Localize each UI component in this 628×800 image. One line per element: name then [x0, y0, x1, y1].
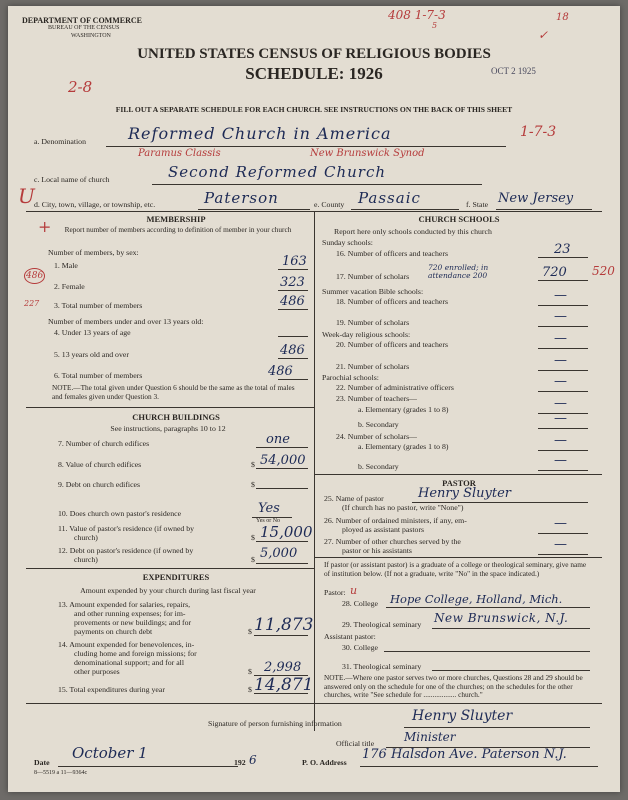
- q13-line-3: provements or new buildings; and for: [74, 618, 192, 627]
- weekday-label: Week-day religious schools:: [322, 330, 411, 339]
- top-code-sub: 5: [432, 21, 438, 30]
- dollar-sign-icon: $: [248, 667, 252, 676]
- yes-no-hint: Yes or No: [256, 518, 281, 524]
- q24a-value: —: [554, 433, 567, 448]
- q28-value: Hope College, Holland, Mich.: [390, 592, 563, 606]
- q25-hint: (If church has no pastor, write "None"): [342, 503, 464, 512]
- q25-value: Henry Sluyter: [418, 486, 512, 501]
- census-schedule-sheet: [8, 6, 620, 792]
- official-title-value: Minister: [404, 730, 456, 744]
- local-name-value: Second Reformed Church: [168, 163, 387, 181]
- year-prefix: 192: [234, 758, 246, 767]
- dollar-sign-icon: $: [251, 555, 255, 564]
- q27-line-1: 27. Number of other churches served by the: [324, 537, 461, 546]
- received-stamp: OCT 2 1925: [491, 66, 536, 76]
- date-value: October 1: [72, 744, 148, 762]
- sunday-label: Sunday schools:: [322, 238, 373, 247]
- check-mark-icon: ✓: [538, 28, 549, 42]
- value-edifices-value: 54,000: [260, 453, 306, 468]
- denomination-code: 1-7-3: [520, 124, 557, 140]
- q17-value: 720: [542, 265, 567, 280]
- city-value: Paterson: [204, 189, 279, 207]
- q24b-label: b. Secondary: [358, 462, 399, 471]
- year-value: 6: [249, 753, 257, 767]
- schools-intro: Report here only schools conducted by this church: [334, 227, 492, 236]
- q29-value: New Brunswick, N.J.: [434, 611, 569, 625]
- q27-value: —: [554, 537, 567, 552]
- res-debt-label-2: church): [74, 555, 98, 564]
- res-value-value: 15,000: [260, 523, 313, 541]
- q15-value: 14,871: [254, 675, 314, 695]
- denomination-label: a. Denomination: [34, 137, 86, 146]
- form-title: UNITED STATES CENSUS OF RELIGIOUS BODIES: [137, 46, 491, 62]
- male-value: 163: [282, 254, 307, 269]
- state-value: New Jersey: [498, 191, 574, 206]
- residence-label: 10. Does church own pastor's residence: [58, 509, 182, 518]
- total-members-label: 3. Total number of members: [54, 301, 143, 310]
- college-note: If pastor (or assistant pastor) is a graduate of a college or theological seminary, give name of institution below. (If not a graduate, write "No" in the space indicated.): [324, 560, 587, 578]
- expenditures-heading: EXPENDITURES: [142, 572, 210, 582]
- edifices-value: one: [266, 432, 290, 447]
- q25-label: 25. Name of pastor: [324, 494, 384, 503]
- q19-label: 19. Number of scholars: [336, 318, 410, 327]
- q24b-value: —: [554, 453, 567, 468]
- margin-486: 486: [24, 268, 45, 284]
- q23-label: 23. Number of teachers—: [336, 394, 417, 403]
- q18-value: —: [554, 288, 567, 303]
- bureau-label: BUREAU OF THE CENSUS: [48, 25, 120, 31]
- residence-value: Yes: [258, 501, 280, 516]
- separate-schedule-instruction: FILL OUT A SEPARATE SCHEDULE FOR EACH CHURCH. SEE INSTRUCTIONS ON THE BACK OF THIS SHEET: [115, 105, 513, 114]
- q17-red-value: 520: [592, 264, 615, 278]
- pastor-heading: PASTOR: [442, 478, 476, 488]
- male-label: 1. Male: [54, 261, 78, 270]
- value-edifices-label: 8. Value of church edifices: [58, 460, 142, 469]
- denomination-value: Reformed Church in America: [128, 124, 392, 143]
- res-value-label-2: church): [74, 533, 98, 542]
- q14-line-3: denominational support; and for all: [74, 658, 184, 667]
- q21-label: 21. Number of scholars: [336, 362, 410, 371]
- state-label: f. State: [466, 200, 489, 209]
- county-label: e. County: [314, 200, 345, 209]
- q17-label: 17. Number of scholars: [336, 272, 410, 281]
- assistant-subheading: Assistant pastor:: [324, 632, 376, 641]
- q21-value: —: [554, 353, 567, 368]
- q16-value: 23: [554, 242, 571, 257]
- over13-label: 5. 13 years old and over: [54, 350, 129, 359]
- schedule-title: SCHEDULE: 1926: [245, 64, 383, 83]
- schools-heading: CHURCH SCHOOLS: [418, 214, 500, 224]
- q16-label: 16. Number of officers and teachers: [336, 249, 449, 258]
- pastor-subheading: Pastor:: [324, 588, 346, 597]
- q15-label: 15. Total expenditures during year: [58, 685, 165, 694]
- date-label: Date: [34, 758, 50, 767]
- age-label: Number of members under and over 13 years old:: [48, 317, 204, 326]
- margin-plus: +: [38, 217, 52, 236]
- q24-label: 24. Number of scholars—: [336, 432, 417, 441]
- parochial-label: Parochial schools:: [322, 373, 379, 382]
- left-code: 2-8: [68, 78, 93, 96]
- q14-line-4: other purposes: [74, 667, 120, 676]
- total6-label: 6. Total number of members: [54, 371, 143, 380]
- q13-line-2: and other running expenses; for im-: [74, 609, 186, 618]
- by-sex-label: Number of members, by sex:: [48, 248, 139, 257]
- q29-label: 29. Theological seminary: [342, 620, 422, 629]
- q23b-value: —: [554, 411, 567, 426]
- summer-label: Summer vacation Bible schools:: [322, 287, 424, 296]
- membership-heading: MEMBERSHIP: [146, 214, 206, 224]
- margin-mark-u: U: [18, 184, 35, 208]
- q23a-label: a. Elementary (grades 1 to 8): [358, 405, 449, 414]
- signature-value: Henry Sluyter: [412, 708, 513, 724]
- department-label: DEPARTMENT OF COMMERCE: [22, 16, 143, 25]
- q26-value: —: [554, 516, 567, 531]
- county-value: Passaic: [358, 189, 421, 207]
- q13-line-4: payments on church debt: [74, 627, 153, 636]
- official-title-label: Official title: [336, 739, 375, 748]
- res-debt-label-1: 12. Debt on pastor's residence (if owned by: [58, 546, 194, 555]
- q13-line-1: 13. Amount expended for salaries, repairs,: [58, 600, 191, 609]
- address-value: 176 Halsdon Ave. Paterson N.J.: [362, 747, 567, 762]
- q14-line-2: cluding home and foreign missions; for: [74, 649, 197, 658]
- q22-value: —: [554, 374, 567, 389]
- membership-intro: Report number of members according to definition of member in your church: [64, 225, 292, 234]
- q20-value: —: [554, 331, 567, 346]
- q19-value: —: [554, 309, 567, 324]
- classis-note: Paramus Classis: [138, 148, 221, 159]
- total-members-value: 486: [280, 294, 305, 309]
- dollar-sign-icon: $: [251, 480, 255, 489]
- buildings-heading: CHURCH BUILDINGS: [132, 412, 220, 422]
- q18-label: 18. Number of officers and teachers: [336, 297, 449, 306]
- washington-label: WASHINGTON: [71, 33, 111, 39]
- pastor-note: NOTE.—Where one pastor serves two or more churches, Questions 28 and 29 should be answered only on the schedule for one of the churches; on the schedules for the other churches, write "See schedule for .................. church.": [324, 673, 583, 699]
- q22-label: 22. Number of administrative officers: [336, 383, 454, 392]
- local-name-label: c. Local name of church: [34, 175, 110, 184]
- signature-label: Signature of person furnishing information: [208, 719, 342, 728]
- edifices-label: 7. Number of church edifices: [58, 439, 150, 448]
- q24a-label: a. Elementary (grades 1 to 8): [358, 442, 449, 451]
- res-value-label-1: 11. Value of pastor's residence (if owned by: [58, 524, 195, 533]
- total6-value: 486: [268, 364, 293, 379]
- q20-label: 20. Number of officers and teachers: [336, 340, 449, 349]
- membership-note: NOTE.—The total given under Question 6 should be the same as the total of males and females given under Question 3.: [52, 383, 295, 401]
- debt-edifices-label: 9. Debt on church edifices: [58, 480, 141, 489]
- corner-number: 18: [556, 12, 569, 23]
- pastor-mark: u: [350, 584, 358, 597]
- q26-line-2: ployed as assistant pastors: [342, 525, 425, 534]
- synod-note: New Brunswick Synod: [310, 148, 425, 159]
- over13-value: 486: [280, 343, 305, 358]
- q31-label: 31. Theological seminary: [342, 662, 422, 671]
- expenditures-subheading: Amount expended by your church during last fiscal year: [80, 586, 256, 595]
- buildings-subheading: See instructions, paragraphs 10 to 12: [110, 424, 226, 433]
- dollar-sign-icon: $: [248, 685, 252, 694]
- address-label: P. O. Address: [302, 758, 347, 767]
- q27-line-2: pastor or his assistants: [342, 546, 412, 555]
- q13-value: 11,873: [254, 615, 314, 635]
- q14-line-1: 14. Amount expended for benevolences, in-: [58, 640, 195, 649]
- dollar-sign-icon: $: [251, 533, 255, 542]
- q23b-label: b. Secondary: [358, 420, 399, 429]
- q14-value: 2,998: [264, 660, 302, 675]
- dollar-sign-icon: $: [248, 627, 252, 636]
- form-code: 8—5519 a 11—9364c: [34, 770, 88, 776]
- female-label: 2. Female: [54, 282, 85, 291]
- q23a-value: —: [554, 396, 567, 411]
- city-label: d. City, town, village, or township, etc.: [34, 200, 156, 209]
- q17-note: 720 enrolled; in attendance 200: [428, 263, 489, 280]
- margin-227: 227: [24, 299, 40, 308]
- q28-label: 28. College: [342, 599, 378, 608]
- top-code: 408 1-7-3: [388, 8, 446, 22]
- under13-label: 4. Under 13 years of age: [54, 328, 131, 337]
- res-debt-value: 5,000: [260, 546, 298, 561]
- q30-label: 30. College: [342, 643, 378, 652]
- female-value: 323: [280, 275, 305, 290]
- q26-line-1: 26. Number of ordained ministers, if any, em-: [324, 516, 467, 525]
- dollar-sign-icon: $: [251, 460, 255, 469]
